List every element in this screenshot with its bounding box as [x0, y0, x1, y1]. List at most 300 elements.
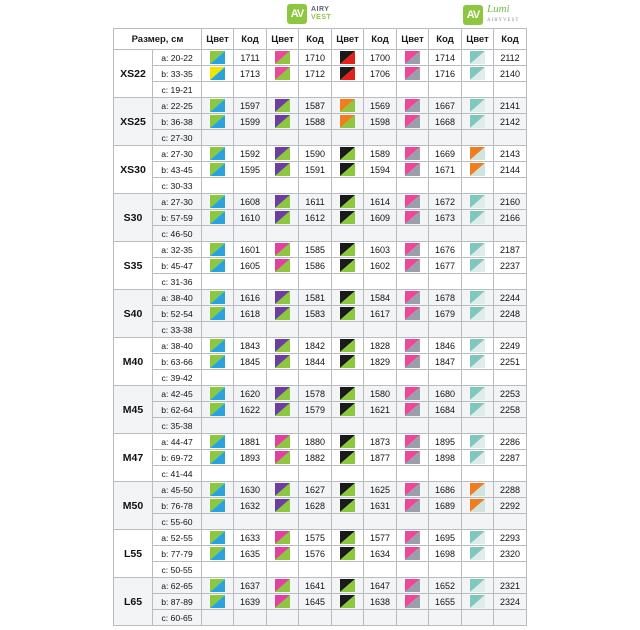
color-swatch-cell — [462, 274, 494, 290]
color-swatch-icon — [405, 451, 420, 464]
color-swatch-cell — [462, 530, 494, 546]
measurement-cell: a: 62-65 — [153, 578, 202, 594]
color-swatch-cell — [397, 562, 429, 578]
color-swatch-cell — [202, 402, 234, 418]
size-label: S40 — [114, 290, 153, 338]
color-swatch-cell — [267, 146, 299, 162]
color-swatch-cell — [332, 386, 364, 402]
color-swatch-cell — [332, 66, 364, 82]
color-swatch-icon — [275, 451, 290, 464]
product-code-cell: 1632 — [234, 498, 267, 514]
product-code-cell: 2187 — [494, 242, 527, 258]
product-code-cell — [299, 226, 332, 242]
color-swatch-cell — [332, 210, 364, 226]
product-code-cell — [494, 418, 527, 434]
color-swatch-cell — [202, 162, 234, 178]
product-code-cell: 1592 — [234, 146, 267, 162]
measurement-cell: b: 43-45 — [153, 162, 202, 178]
size-label: M47 — [114, 434, 153, 482]
measurement-cell: b: 87-89 — [153, 594, 202, 610]
color-swatch-cell — [397, 530, 429, 546]
color-swatch-cell — [332, 322, 364, 338]
product-code-cell: 1628 — [299, 498, 332, 514]
measurement-cell: a: 27-30 — [153, 146, 202, 162]
color-swatch-cell — [462, 258, 494, 274]
color-swatch-cell — [267, 546, 299, 562]
color-swatch-cell — [202, 322, 234, 338]
table-row — [114, 434, 527, 450]
product-code-cell: 1898 — [429, 450, 462, 466]
product-code-cell — [299, 514, 332, 530]
color-swatch-icon — [405, 579, 420, 592]
color-swatch-icon — [405, 499, 420, 512]
color-swatch-icon — [210, 115, 225, 128]
measurement-cell: c: 46-50 — [153, 226, 202, 242]
product-code-cell: 1579 — [299, 402, 332, 418]
product-code-cell: 1595 — [234, 162, 267, 178]
color-swatch-cell — [202, 274, 234, 290]
color-swatch-icon — [405, 51, 420, 64]
product-code-cell — [429, 418, 462, 434]
color-swatch-icon — [210, 499, 225, 512]
measurement-cell: c: 31-36 — [153, 274, 202, 290]
color-swatch-icon — [210, 595, 225, 608]
size-color-code-table — [113, 28, 527, 626]
color-swatch-cell — [202, 418, 234, 434]
color-swatch-icon — [210, 531, 225, 544]
color-swatch-cell — [332, 82, 364, 98]
color-swatch-cell — [332, 434, 364, 450]
color-swatch-icon — [470, 547, 485, 560]
color-swatch-cell — [202, 610, 234, 626]
product-code-cell: 1597 — [234, 98, 267, 114]
product-code-cell: 1603 — [364, 242, 397, 258]
measurement-cell: a: 32-35 — [153, 242, 202, 258]
color-swatch-icon — [275, 163, 290, 176]
measurement-cell: a: 20-22 — [153, 50, 202, 66]
color-swatch-cell — [397, 402, 429, 418]
color-swatch-cell — [202, 50, 234, 66]
product-code-cell: 1843 — [234, 338, 267, 354]
color-swatch-icon — [275, 387, 290, 400]
color-swatch-icon — [340, 595, 355, 608]
color-swatch-cell — [202, 146, 234, 162]
product-code-cell: 1594 — [364, 162, 397, 178]
color-swatch-cell — [397, 354, 429, 370]
product-code-cell: 1680 — [429, 386, 462, 402]
color-swatch-icon — [405, 595, 420, 608]
color-swatch-cell — [332, 50, 364, 66]
color-swatch-cell — [462, 466, 494, 482]
product-code-cell: 1616 — [234, 290, 267, 306]
product-code-cell — [429, 562, 462, 578]
color-swatch-cell — [267, 402, 299, 418]
color-swatch-icon — [470, 163, 485, 176]
color-swatch-cell — [462, 610, 494, 626]
measurement-cell: a: 44-47 — [153, 434, 202, 450]
product-code-cell — [429, 322, 462, 338]
product-code-cell: 1828 — [364, 338, 397, 354]
brand-airy-vest-lumi — [463, 4, 519, 26]
color-swatch-cell — [397, 498, 429, 514]
product-code-cell: 1627 — [299, 482, 332, 498]
color-swatch-cell — [202, 450, 234, 466]
measurement-cell: b: 63-66 — [153, 354, 202, 370]
product-code-cell: 1599 — [234, 114, 267, 130]
product-code-cell — [364, 514, 397, 530]
color-swatch-cell — [332, 258, 364, 274]
color-swatch-icon — [275, 595, 290, 608]
color-swatch-cell — [267, 450, 299, 466]
product-code-cell — [429, 82, 462, 98]
color-swatch-cell — [267, 242, 299, 258]
color-swatch-cell — [397, 466, 429, 482]
product-code-cell: 1614 — [364, 194, 397, 210]
product-code-cell: 1587 — [299, 98, 332, 114]
size-label: XS22 — [114, 50, 153, 98]
color-swatch-cell — [397, 178, 429, 194]
color-swatch-cell — [462, 562, 494, 578]
product-code-cell — [234, 322, 267, 338]
color-swatch-icon — [340, 163, 355, 176]
color-swatch-cell — [462, 50, 494, 66]
color-swatch-cell — [267, 130, 299, 146]
product-code-cell: 1605 — [234, 258, 267, 274]
size-label: XS30 — [114, 146, 153, 194]
color-swatch-icon — [275, 531, 290, 544]
color-swatch-icon — [340, 355, 355, 368]
color-swatch-icon — [340, 435, 355, 448]
product-code-cell: 1625 — [364, 482, 397, 498]
color-swatch-cell — [332, 306, 364, 322]
product-code-cell — [234, 370, 267, 386]
size-label: S30 — [114, 194, 153, 242]
color-swatch-cell — [462, 386, 494, 402]
product-code-cell — [429, 514, 462, 530]
color-swatch-icon — [340, 547, 355, 560]
color-swatch-icon — [340, 115, 355, 128]
header-code-5: Код — [494, 29, 527, 50]
color-swatch-icon — [275, 499, 290, 512]
color-swatch-icon — [210, 307, 225, 320]
color-swatch-cell — [462, 354, 494, 370]
color-swatch-cell — [202, 466, 234, 482]
color-swatch-icon — [470, 115, 485, 128]
color-swatch-cell — [267, 354, 299, 370]
color-swatch-icon — [275, 435, 290, 448]
product-code-cell: 1676 — [429, 242, 462, 258]
color-swatch-cell — [267, 226, 299, 242]
measurement-cell: c: 30-33 — [153, 178, 202, 194]
product-code-cell — [299, 178, 332, 194]
product-code-cell — [429, 370, 462, 386]
color-swatch-cell — [332, 354, 364, 370]
color-swatch-cell — [267, 306, 299, 322]
color-swatch-cell — [267, 594, 299, 610]
color-swatch-cell — [397, 162, 429, 178]
color-swatch-cell — [397, 130, 429, 146]
product-code-cell — [429, 226, 462, 242]
color-swatch-icon — [405, 259, 420, 272]
measurement-cell: b: 69-72 — [153, 450, 202, 466]
color-swatch-cell — [397, 338, 429, 354]
product-code-cell: 1621 — [364, 402, 397, 418]
product-code-cell: 1577 — [364, 530, 397, 546]
color-swatch-icon — [340, 307, 355, 320]
product-code-cell: 1882 — [299, 450, 332, 466]
product-code-cell: 2244 — [494, 290, 527, 306]
header-size: Размер, см — [114, 29, 202, 50]
product-code-cell: 2324 — [494, 594, 527, 610]
product-code-cell — [364, 178, 397, 194]
color-swatch-icon — [470, 499, 485, 512]
color-swatch-icon — [470, 211, 485, 224]
color-swatch-icon — [275, 355, 290, 368]
product-code-cell — [234, 418, 267, 434]
color-swatch-cell — [462, 290, 494, 306]
product-code-cell: 1667 — [429, 98, 462, 114]
color-swatch-icon — [275, 483, 290, 496]
color-swatch-icon — [405, 115, 420, 128]
color-swatch-cell — [332, 162, 364, 178]
measurement-cell: a: 27-30 — [153, 194, 202, 210]
color-swatch-cell — [462, 82, 494, 98]
color-swatch-cell — [267, 258, 299, 274]
color-swatch-cell — [462, 130, 494, 146]
color-swatch-icon — [470, 243, 485, 256]
table-row — [114, 178, 527, 194]
measurement-cell: c: 60-65 — [153, 610, 202, 626]
color-swatch-cell — [397, 226, 429, 242]
product-code-cell: 2293 — [494, 530, 527, 546]
product-code-cell — [299, 418, 332, 434]
product-code-cell: 1672 — [429, 194, 462, 210]
color-swatch-cell — [202, 370, 234, 386]
header-row — [114, 29, 527, 50]
color-swatch-cell — [462, 338, 494, 354]
color-swatch-icon — [405, 435, 420, 448]
color-swatch-cell — [267, 322, 299, 338]
product-code-cell: 1569 — [364, 98, 397, 114]
product-code-cell: 2141 — [494, 98, 527, 114]
color-swatch-cell — [397, 98, 429, 114]
table-row — [114, 594, 527, 610]
product-code-cell: 1641 — [299, 578, 332, 594]
color-swatch-cell — [462, 402, 494, 418]
table-row — [114, 450, 527, 466]
color-swatch-icon — [470, 483, 485, 496]
product-code-cell — [234, 610, 267, 626]
color-swatch-icon — [275, 547, 290, 560]
measurement-cell: b: 36-38 — [153, 114, 202, 130]
color-swatch-cell — [267, 562, 299, 578]
color-swatch-cell — [462, 594, 494, 610]
table-row — [114, 130, 527, 146]
table-row — [114, 402, 527, 418]
color-swatch-cell — [332, 450, 364, 466]
color-swatch-cell — [397, 194, 429, 210]
color-swatch-cell — [267, 482, 299, 498]
color-swatch-icon — [405, 307, 420, 320]
color-swatch-cell — [202, 498, 234, 514]
product-code-cell — [364, 562, 397, 578]
color-swatch-cell — [462, 434, 494, 450]
product-code-cell: 1669 — [429, 146, 462, 162]
color-swatch-cell — [332, 530, 364, 546]
product-code-cell — [494, 178, 527, 194]
color-swatch-cell — [397, 610, 429, 626]
color-swatch-icon — [210, 483, 225, 496]
color-swatch-cell — [462, 514, 494, 530]
table-row — [114, 498, 527, 514]
product-code-cell — [364, 418, 397, 434]
color-swatch-icon — [470, 435, 485, 448]
product-code-cell: 1671 — [429, 162, 462, 178]
color-swatch-cell — [332, 178, 364, 194]
color-swatch-cell — [332, 290, 364, 306]
product-code-cell: 1880 — [299, 434, 332, 450]
product-code-cell — [234, 178, 267, 194]
product-code-cell: 1622 — [234, 402, 267, 418]
color-swatch-cell — [267, 610, 299, 626]
color-swatch-icon — [210, 403, 225, 416]
size-label: S35 — [114, 242, 153, 290]
color-swatch-cell — [202, 194, 234, 210]
color-swatch-cell — [267, 290, 299, 306]
color-swatch-cell — [267, 82, 299, 98]
measurement-cell: c: 35-38 — [153, 418, 202, 434]
product-code-cell: 1645 — [299, 594, 332, 610]
product-code-cell: 1873 — [364, 434, 397, 450]
color-swatch-cell — [202, 354, 234, 370]
product-code-cell — [234, 466, 267, 482]
product-code-cell: 1583 — [299, 306, 332, 322]
product-code-cell: 1712 — [299, 66, 332, 82]
table-head — [114, 29, 527, 50]
product-code-cell — [494, 130, 527, 146]
product-code-cell: 1598 — [364, 114, 397, 130]
product-code-cell: 1652 — [429, 578, 462, 594]
table-row — [114, 370, 527, 386]
product-code-cell: 2288 — [494, 482, 527, 498]
color-swatch-icon — [405, 531, 420, 544]
measurement-cell: c: 27-30 — [153, 130, 202, 146]
product-code-cell: 2321 — [494, 578, 527, 594]
color-swatch-cell — [267, 98, 299, 114]
color-swatch-icon — [470, 259, 485, 272]
color-swatch-cell — [397, 258, 429, 274]
product-code-cell: 1602 — [364, 258, 397, 274]
color-swatch-icon — [340, 403, 355, 416]
product-code-cell — [494, 274, 527, 290]
measurement-cell: c: 39-42 — [153, 370, 202, 386]
color-swatch-icon — [340, 451, 355, 464]
color-swatch-icon — [340, 67, 355, 80]
color-swatch-cell — [267, 114, 299, 130]
header-color-2: Цвет — [267, 29, 299, 50]
color-swatch-cell — [267, 530, 299, 546]
color-swatch-cell — [332, 194, 364, 210]
product-code-cell — [299, 130, 332, 146]
table-row — [114, 242, 527, 258]
header-code-3: Код — [364, 29, 397, 50]
color-swatch-icon — [210, 547, 225, 560]
product-code-cell: 1612 — [299, 210, 332, 226]
color-swatch-icon — [405, 403, 420, 416]
color-swatch-icon — [470, 67, 485, 80]
color-swatch-cell — [202, 98, 234, 114]
color-swatch-cell — [462, 578, 494, 594]
product-code-cell: 1581 — [299, 290, 332, 306]
color-swatch-cell — [202, 386, 234, 402]
product-code-cell — [494, 610, 527, 626]
color-swatch-icon — [340, 211, 355, 224]
color-swatch-cell — [267, 498, 299, 514]
header-code-2: Код — [299, 29, 332, 50]
header-code-4: Код — [429, 29, 462, 50]
color-swatch-cell — [397, 242, 429, 258]
color-swatch-cell — [267, 370, 299, 386]
brand-airy-vest-text: AIRY VEST — [311, 6, 332, 21]
color-swatch-cell — [397, 290, 429, 306]
color-swatch-cell — [462, 546, 494, 562]
color-swatch-cell — [397, 386, 429, 402]
table-row — [114, 274, 527, 290]
color-swatch-icon — [340, 531, 355, 544]
product-code-cell: 1575 — [299, 530, 332, 546]
size-label: L65 — [114, 578, 153, 626]
table-row — [114, 546, 527, 562]
table-row — [114, 226, 527, 242]
color-swatch-cell — [202, 66, 234, 82]
color-swatch-cell — [332, 370, 364, 386]
color-swatch-icon — [275, 51, 290, 64]
color-swatch-icon — [210, 195, 225, 208]
product-code-cell — [364, 466, 397, 482]
color-swatch-cell — [202, 178, 234, 194]
color-swatch-cell — [397, 578, 429, 594]
color-swatch-cell — [397, 482, 429, 498]
size-label: XS25 — [114, 98, 153, 146]
product-code-cell: 1714 — [429, 50, 462, 66]
color-swatch-cell — [397, 514, 429, 530]
color-swatch-cell — [397, 594, 429, 610]
product-code-cell: 1711 — [234, 50, 267, 66]
product-code-cell: 2320 — [494, 546, 527, 562]
color-swatch-icon — [405, 483, 420, 496]
color-swatch-icon — [275, 211, 290, 224]
color-swatch-cell — [462, 98, 494, 114]
measurement-cell: b: 76-78 — [153, 498, 202, 514]
measurement-cell: a: 22-25 — [153, 98, 202, 114]
measurement-cell: b: 33-35 — [153, 66, 202, 82]
product-code-cell: 1584 — [364, 290, 397, 306]
table-row — [114, 258, 527, 274]
color-swatch-cell — [267, 578, 299, 594]
product-code-cell: 2287 — [494, 450, 527, 466]
product-code-cell: 2142 — [494, 114, 527, 130]
table-row — [114, 514, 527, 530]
color-swatch-icon — [210, 243, 225, 256]
header-color-5: Цвет — [462, 29, 494, 50]
product-code-cell: 1844 — [299, 354, 332, 370]
color-swatch-cell — [267, 194, 299, 210]
color-swatch-icon — [470, 99, 485, 112]
color-swatch-icon — [210, 435, 225, 448]
color-swatch-cell — [202, 82, 234, 98]
color-swatch-icon — [210, 387, 225, 400]
color-swatch-icon — [210, 163, 225, 176]
